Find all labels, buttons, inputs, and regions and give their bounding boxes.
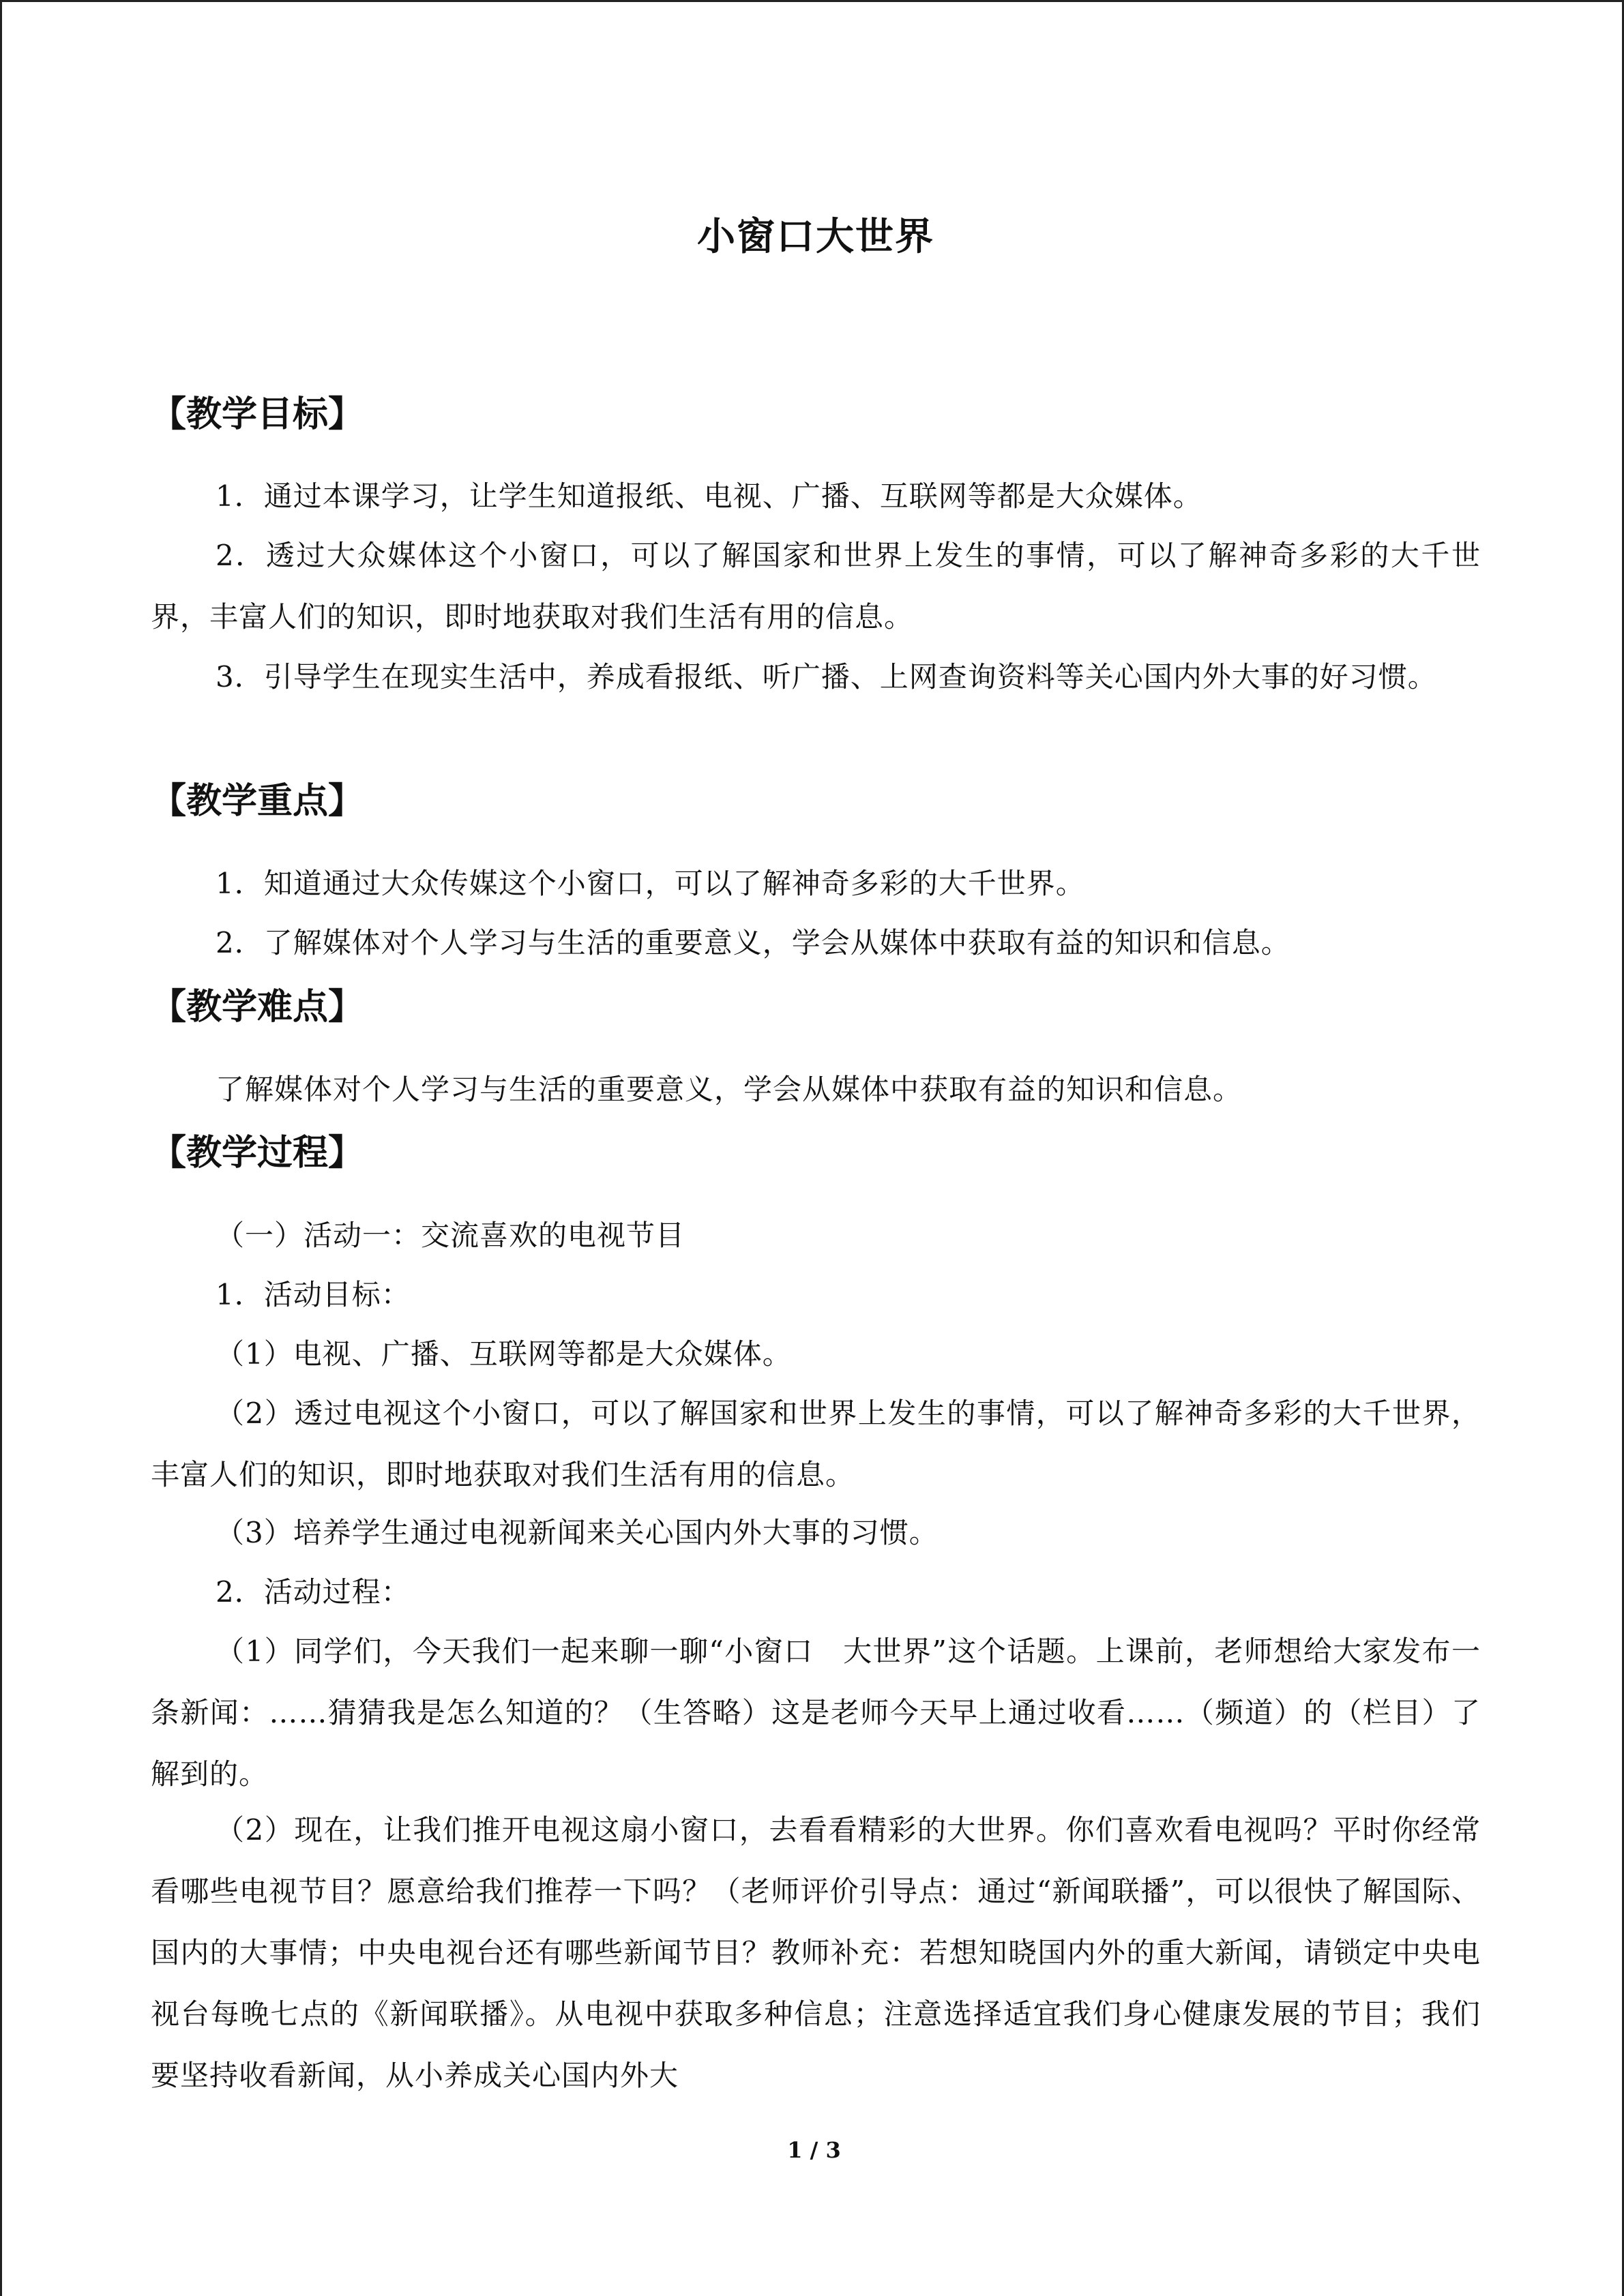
process-paragraph-5: （3）培养学生通过电视新闻来关心国内外大事的习惯。 (216, 1516, 939, 1549)
objective-paragraph-2: 2．透过大众媒体这个小窗口，可以了解国家和世界上发生的事情，可以了解神奇多彩的大千世界，丰富人们的知识，即时地获取对我们生活有用的信息。 (151, 539, 1481, 633)
heading-key-points: 【教学重点】 (151, 781, 364, 822)
heading-objectives: 【教学目标】 (151, 394, 364, 435)
process-paragraph-2: 1．活动目标： (216, 1278, 411, 1311)
process-paragraph-7: （1）同学们，今天我们一起来聊一聊“小窗口 大世界”这个话题。上课前，老师想给大家发布一条新闻：……猜猜我是怎么知道的？（生答略）这是老师今天早上通过收看……（频道）的（栏目）了解到的。 (151, 1635, 1481, 1791)
heading-difficulties: 【教学难点】 (151, 987, 364, 1028)
process-paragraph-8: （2）现在，让我们推开电视这扇小窗口，去看看精彩的大世界。你们喜欢看电视吗？平时你经常看哪些电视节目？愿意给我们推荐一下吗？（老师评价引导点：通过“新闻联播”，可以很快了解国际、国内的大事情；中央电视台还有哪些新闻节目？教师补充：若想知晓国内外的重大新闻，请锁定中央电视台每晚七点的《新闻联播》。从电视中获取多种信息；注意选择适宜我们身心健康发展的节目；我们要坚持收看新闻，从小养成关心国内外大 (151, 1813, 1481, 2092)
key-point-paragraph-2: 2．了解媒体对个人学习与生活的重要意义，学会从媒体中获取有益的知识和信息。 (216, 926, 1290, 959)
difficulty-paragraph-1: 了解媒体对个人学习与生活的重要意义，学会从媒体中获取有益的知识和信息。 (216, 1073, 1243, 1106)
document-title: 小窗口大世界 (697, 215, 934, 259)
page-number: 1 / 3 (787, 2137, 841, 2163)
process-paragraph-6: 2．活动过程： (216, 1575, 411, 1609)
objective-paragraph-1: 1．通过本课学习，让学生知道报纸、电视、广播、互联网等都是大众媒体。 (216, 479, 1202, 513)
objective-paragraph-3: 3．引导学生在现实生活中，养成看报纸、听广播、上网查询资料等关心国内外大事的好习惯。 (216, 660, 1437, 694)
key-point-paragraph-1: 1．知道通过大众传媒这个小窗口，可以了解神奇多彩的大千世界。 (216, 867, 1085, 900)
process-paragraph-1: （一）活动一：交流喜欢的电视节目 (216, 1219, 685, 1252)
process-paragraph-4: （2）透过电视这个小窗口，可以了解国家和世界上发生的事情，可以了解神奇多彩的大千世界，丰富人们的知识，即时地获取对我们生活有用的信息。 (151, 1397, 1481, 1491)
heading-process: 【教学过程】 (151, 1133, 364, 1174)
process-paragraph-3: （1）电视、广播、互联网等都是大众媒体。 (216, 1337, 792, 1371)
